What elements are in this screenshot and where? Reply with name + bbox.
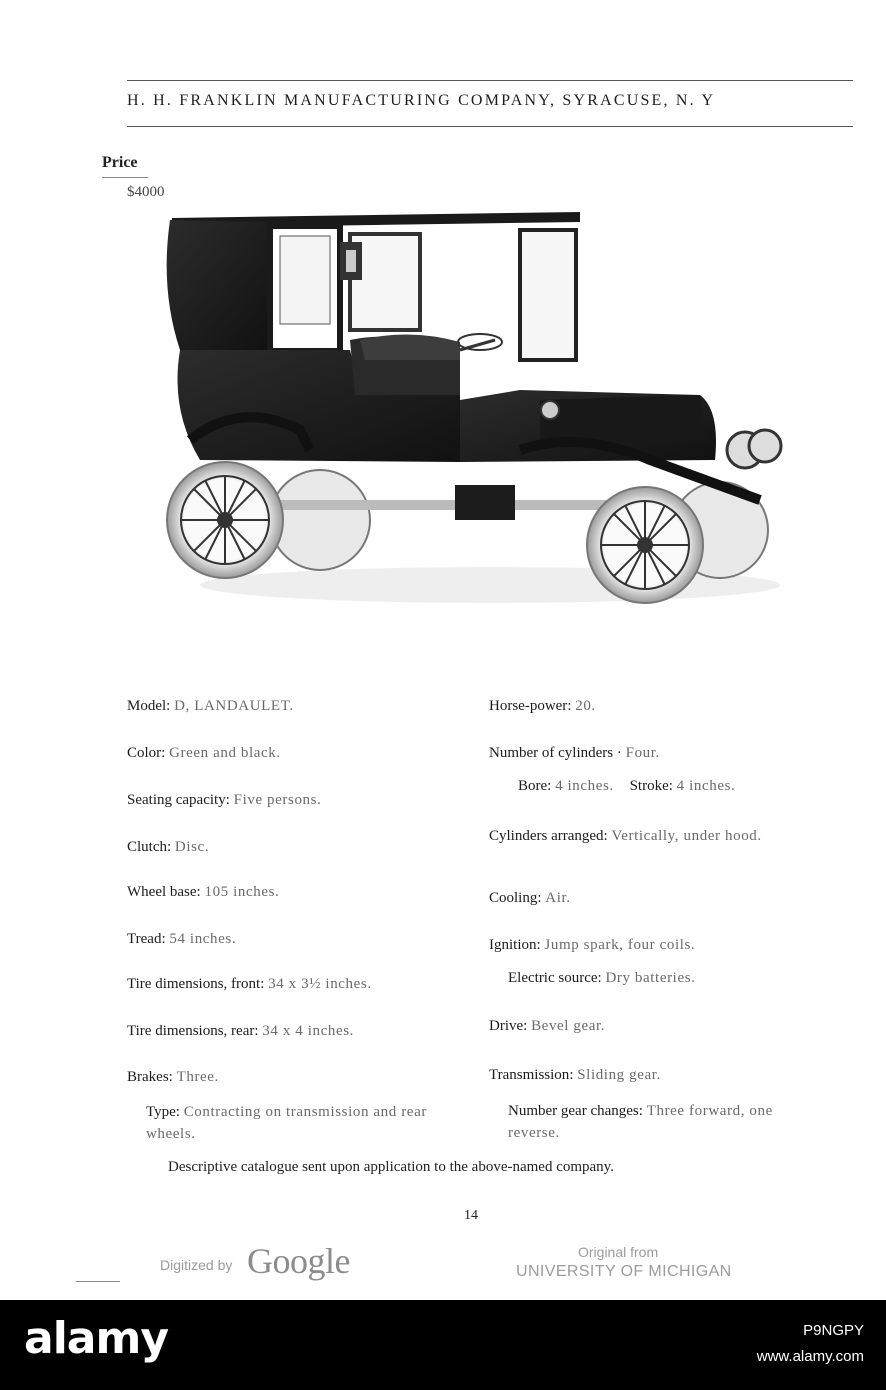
spec-value: 34 x 4 inches. [262,1023,355,1039]
alamy-logo: alamy [24,1313,168,1364]
price-underline [102,177,148,178]
spec-value: Air. [545,890,571,906]
google-logo: Google [247,1241,350,1281]
spec-brakes: Brakes: Three. [127,1069,219,1085]
spec-value: 105 inches. [204,884,280,900]
spec-value: Four. [625,745,660,761]
spec-key: Brakes [127,1069,169,1085]
spec-key: Tire dimensions, rear [127,1023,255,1039]
spec-electric-source: Electric source: Dry batteries. [508,970,696,986]
spec-key: Stroke [629,778,669,794]
spec-key: Model [127,698,167,714]
spec-bore-stroke: Bore: 4 inches. Stroke: 4 inches. [518,778,736,794]
spec-value: 34 x 3½ inches. [268,976,372,992]
stock-image-id: P9NGPY [803,1322,864,1339]
spec-key: Cylinders arranged [489,828,604,844]
spec-value: Five persons. [233,792,322,808]
spec-value: 4 inches. [676,778,736,794]
spec-tire-front: Tire dimensions, front: 34 x 3½ inches. [127,976,372,992]
spec-value: Sliding gear. [577,1067,661,1083]
spec-key: Number gear changes [508,1103,639,1119]
spec-cylinders-arranged: Cylinders arranged: Vertically, under hood. [489,828,762,844]
spec-wheel-base: Wheel base: 105 inches. [127,884,280,900]
spec-horse-power: Horse-power: 20. [489,698,596,714]
catalogue-note: Descriptive catalogue sent upon application to the above-named company. [168,1159,614,1175]
spec-value: Three forward, one reverse. [508,1103,773,1141]
spec-seating: Seating capacity: Five persons. [127,792,322,808]
spec-value: 54 inches. [169,931,237,947]
spec-clutch: Clutch: Disc. [127,839,210,855]
spec-key: Type [146,1104,176,1120]
spec-ignition: Ignition: Jump spark, four coils. [489,937,696,953]
spec-value: 4 inches. [555,778,614,794]
spec-tire-rear: Tire dimensions, rear: 34 x 4 inches. [127,1023,355,1039]
spec-cooling: Cooling: Air. [489,890,571,906]
page-header: H. H. FRANKLIN MANUFACTURING COMPANY, SYRACUSE, N. Y [127,92,716,109]
spec-key: Bore [518,778,548,794]
spec-key: Horse-power [489,698,568,714]
spec-drive: Drive: Bevel gear. [489,1018,606,1034]
spec-key: Wheel base [127,884,197,900]
spec-value: Vertically, under hood. [611,828,762,844]
price-label: Price [102,154,138,171]
spec-tread: Tread: 54 inches. [127,931,237,947]
spec-value: Disc. [174,839,210,855]
spec-brake-type: Type: Contracting on transmission and rear wheels. [146,1104,427,1142]
spec-key: Tread [127,931,162,947]
spec-key: Number of cylinders [489,745,614,761]
price-value: $4000 [127,184,165,200]
digitized-by-text: Digitized by [160,1257,233,1273]
spec-value: Jump spark, four coils. [544,937,696,953]
spec-value: Dry batteries. [605,970,696,986]
spec-value: Three. [176,1069,219,1085]
spec-value: D, LANDAULET. [174,698,294,714]
spec-gear-changes: Number gear changes: Three forward, one reverse. [508,1103,773,1141]
stock-site-url: www.alamy.com [756,1348,864,1365]
spec-key: Cooling [489,890,538,906]
spec-key: Drive [489,1018,524,1034]
spec-value: 20. [575,698,596,714]
landaulet-car-illustration [160,200,800,620]
spec-value: Bevel gear. [531,1018,606,1034]
spec-key: Seating capacity [127,792,226,808]
spec-cylinders: Number of cylinders · Four. [489,745,660,761]
spec-key: Transmission [489,1067,570,1083]
spec-key: Ignition [489,937,537,953]
spec-value: Contracting on transmission and rear wheels. [146,1104,427,1142]
header-rule-top [127,80,853,81]
institution-text: UNIVERSITY OF MICHIGAN [516,1263,732,1280]
spec-key: Tire dimensions, front [127,976,261,992]
spec-key: Clutch [127,839,167,855]
spec-value: Green and black. [169,745,281,761]
spec-model: Model: D, LANDAULET. [127,698,294,714]
header-rule-bottom [127,126,853,127]
original-from-text: Original from [578,1244,659,1260]
scan-mark [76,1281,120,1282]
spec-color: Color: Green and black. [127,745,281,761]
spec-transmission: Transmission: Sliding gear. [489,1067,661,1083]
spec-key: Color [127,745,162,761]
spec-key: Electric source [508,970,598,986]
page-number: 14 [464,1208,478,1223]
